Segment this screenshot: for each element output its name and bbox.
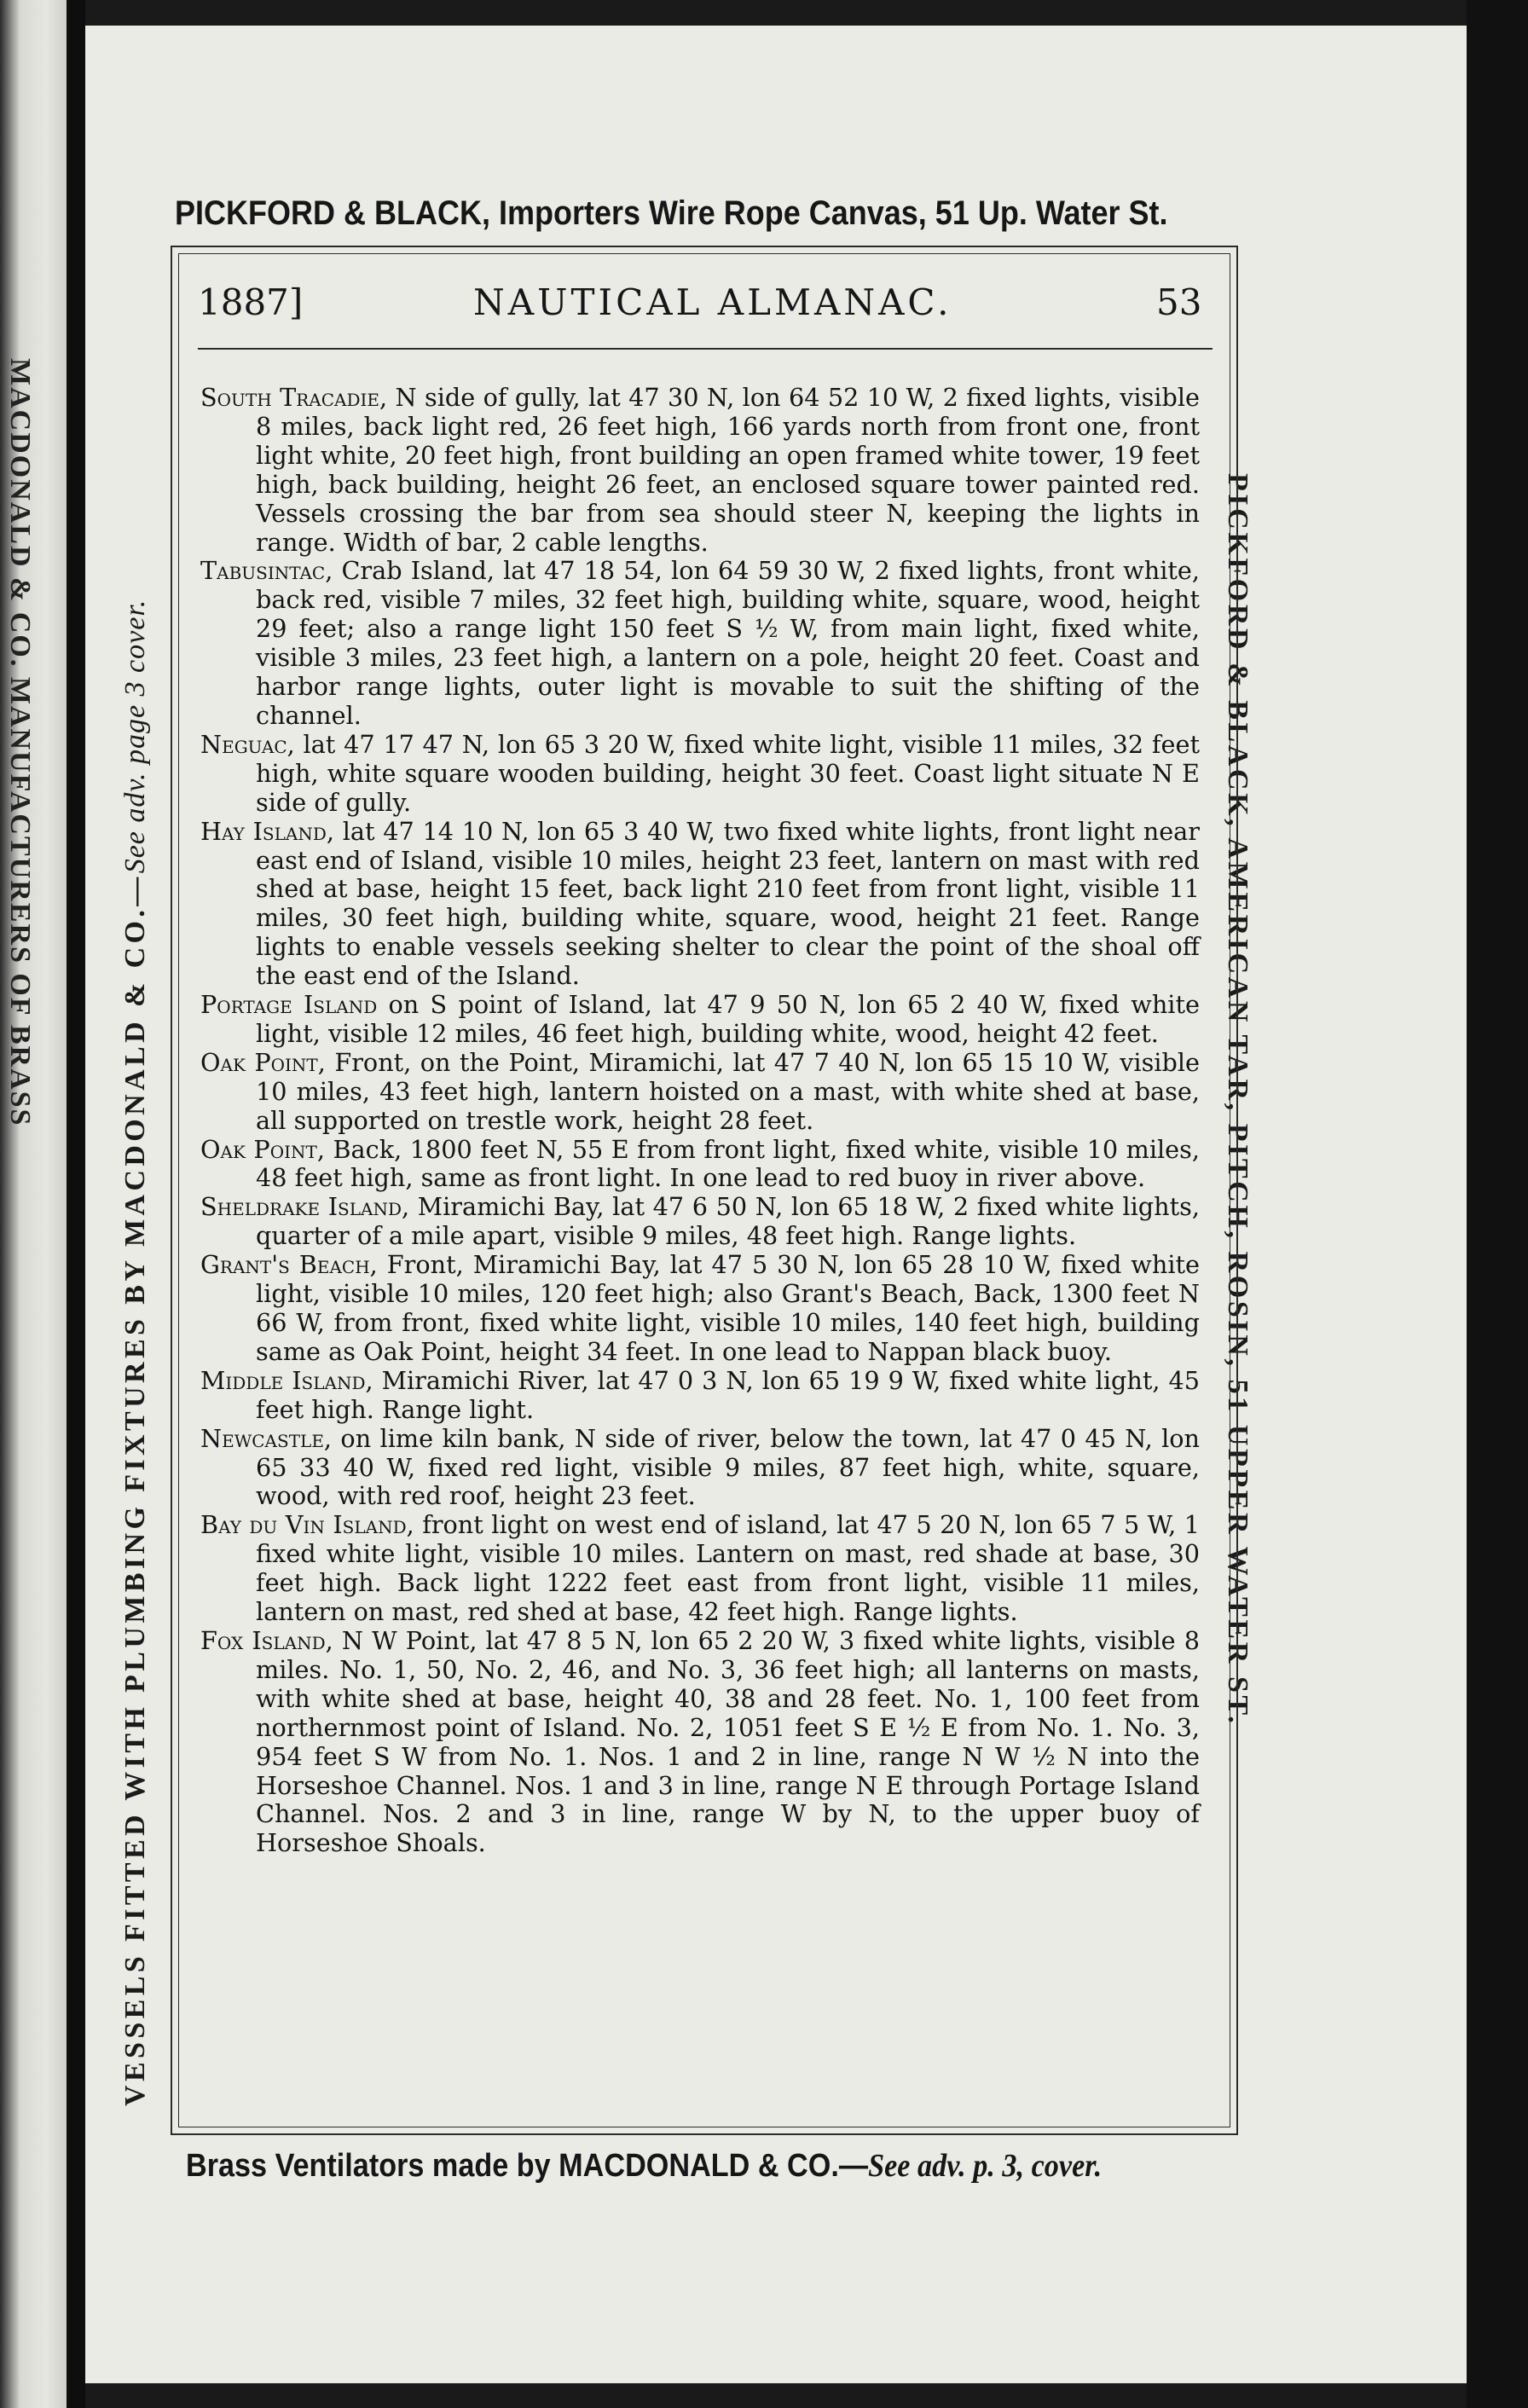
entry-newcastle (200, 1425, 1200, 1512)
entry-text: N W Point, lat 47 8 5 N, lon 65 2 20 W, 3 fixed white lights, visible 8 miles. No. 1, 50, No. 2, 46, and No. 3, 36 feet high; all lanterns on masts, with white shed at base, height 40, 38 and 28 feet. No. 1, 100 feet from northernmost point of Island. No. 2, 1051 feet S E ½ E from No. 1. No. 3, 954 feet S W from No. 1. Nos. 1 and 2 in line, range N W ½ N into the Horseshoe Channel. Nos. 1 and 3 in line, range N E through Portage Island Channel. Nos. 2 and 3 in line, range W by N, to the upper buoy of Horseshoe Shoals. (256, 1625, 1200, 1858)
entry-name: Fox Island, (200, 1625, 333, 1655)
entry-grants-beach (200, 1251, 1200, 1367)
entry-name: Oak Point, (200, 1047, 326, 1077)
header-title: NAUTICAL ALMANAC. (473, 281, 952, 323)
entry-name: Portage Island (200, 990, 378, 1020)
entry-middle-island (200, 1367, 1200, 1425)
header-rule (198, 348, 1213, 350)
right-margin-advertisement: PICKFORD & BLACK, AMERICAN TAR, PITCH, ROSIN, 51 UPPER WATER ST. (1222, 473, 1253, 1727)
lighthouse-entries (200, 384, 1200, 1858)
bottom-ad-main: Brass Ventilators made by MACDONALD & CO.— (186, 2148, 869, 2184)
entry-name: Tabusintac, (200, 556, 333, 586)
entry-text: Front, Miramichi Bay, lat 47 5 30 N, lon 65 28 10 W, fixed white light, visible 10 miles, 120 feet high; also Grant's Beach, Back, 1300 feet N 66 W, from front, fixed white light, visible 10 miles, 140 feet high, building same as Oak Point, height 34 feet. In one lead to Nappan black buoy. (256, 1250, 1200, 1366)
entry-oak-point-front (200, 1049, 1200, 1136)
entry-tabusintac (200, 557, 1200, 730)
entry-name: Sheldrake Island, (200, 1192, 410, 1222)
entry-name: Hay Island, (200, 816, 335, 846)
entry-text: Front, on the Point, Miramichi, lat 47 7 40 N, lon 65 15 10 W, visible 10 miles, 43 feet high, lantern hoisted on a mast, with white shed at base, all supported on trestle work, height 28 feet. (256, 1047, 1200, 1135)
entry-text: Crab Island, lat 47 18 54, lon 64 59 30 W, 2 fixed lights, front white, back red, visible 7 miles, 32 feet high, building white, square, wood, height 29 feet; also a range light 150 feet S ½ W, from main light, fixed white, visible 3 miles, 23 feet high, a lantern on a pole, height 20 feet. Coast and harbor range lights, outer light is movable to suit the shifting of the channel. (256, 556, 1200, 730)
entry-text: Miramichi River, lat 47 0 3 N, lon 65 19 9 W, fixed white light, 45 feet high. Range light. (256, 1365, 1200, 1424)
entry-name: Middle Island, (200, 1365, 373, 1395)
bottom-ad-italic: See adv. p. 3, cover. (868, 2148, 1103, 2184)
entry-oak-point-back (200, 1136, 1200, 1194)
left-margin-advertisement (119, 599, 152, 2106)
facing-page-edge (0, 0, 67, 2408)
entry-hay-island (200, 818, 1200, 991)
entry-text: Back, 1800 feet N, 55 E from front light, fixed white, visible 10 miles, 48 feet high, same as front light. In one lead to red buoy in river above. (256, 1134, 1200, 1193)
entry-text: lat 47 17 47 N, lon 65 3 20 W, fixed white light, visible 11 miles, 32 feet high, white square wooden building, height 30 feet. Coast light situate N E side of gully. (256, 729, 1200, 817)
top-advertisement: PICKFORD & BLACK, Importers Wire Rope Canvas, 51 Up. Water St. (175, 194, 1168, 232)
entry-name: South Tracadie, (200, 383, 388, 412)
entry-text: N side of gully, lat 47 30 N, lon 64 52 10 W, 2 fixed lights, visible 8 miles, back light red, 26 feet high, 166 yards north from front one, front light white, 20 feet high, front building an open framed white tower, 19 feet high, back building, height 26 feet, an enclosed square tower painted red. Vessels crossing the bar from sea should steer N, keeping the lights in range. Width of bar, 2 cable lengths. (256, 383, 1200, 557)
entry-name: Newcastle, (200, 1423, 333, 1453)
book-gutter (67, 0, 85, 2408)
entry-neguac (200, 731, 1200, 818)
entry-text: lat 47 14 10 N, lon 65 3 40 W, two fixed white lights, front light near east end of Island, visible 10 miles, height 23 feet, lantern on mast with red shed at base, height 15 feet, back light 210 feet from front light, visible 11 miles, 30 feet high, building white, square, wood, height 21 feet. Range lights to enable vessels seeking shelter to clear the point of the shoal off the east end of the Island. (256, 816, 1200, 991)
entry-south-tracadie (200, 384, 1200, 557)
entry-text: on S point of Island, lat 47 9 50 N, lon 65 2 40 W, fixed white light, visible 12 miles, 46 feet high, building white, wood, height 42 feet. (256, 990, 1200, 1048)
entry-text: Miramichi Bay, lat 47 6 50 N, lon 65 18 W, 2 fixed white lights, quarter of a mile apart, visible 9 miles, 48 feet high. Range lights. (256, 1192, 1200, 1251)
header-year: 1887] (198, 281, 304, 323)
facing-page-text: MACDONALD & CO. MANUFACTURERS OF BRASS (4, 358, 36, 1127)
left-ad-italic: See adv. page 3 cover. (119, 599, 151, 874)
entry-portage-island (200, 991, 1200, 1049)
entry-text: on lime kiln bank, N side of river, below the town, lat 47 0 45 N, lon 65 33 40 W, fixed red light, visible 9 miles, 87 feet high, white, square, wood, with red roof, height 23 feet. (256, 1423, 1200, 1511)
bottom-advertisement (186, 2147, 1102, 2185)
entry-name: Bay du Vin Island, (200, 1510, 414, 1540)
entry-text: front light on west end of island, lat 47 5 20 N, lon 65 7 5 W, 1 fixed white light, visible 10 miles. Lantern on mast, red shade at base, 30 feet high. Back light 1222 feet east from front light, visible 11 miles, lantern on mast, red shed at base, 42 feet high. Range lights. (256, 1510, 1200, 1627)
entry-name: Neguac, (200, 729, 295, 759)
entry-sheldrake-island (200, 1193, 1200, 1251)
page-number: 53 (1156, 281, 1202, 323)
entry-fox-island (200, 1627, 1200, 1858)
background-edge (1467, 0, 1528, 2408)
entry-name: Grant's Beach, (200, 1250, 378, 1280)
entry-name: Oak Point, (200, 1134, 325, 1164)
left-ad-main: VESSELS FITTED WITH PLUMBING FIXTURES BY MACDONALD & CO.— (119, 873, 151, 2106)
entry-bay-du-vin-island (200, 1511, 1200, 1627)
